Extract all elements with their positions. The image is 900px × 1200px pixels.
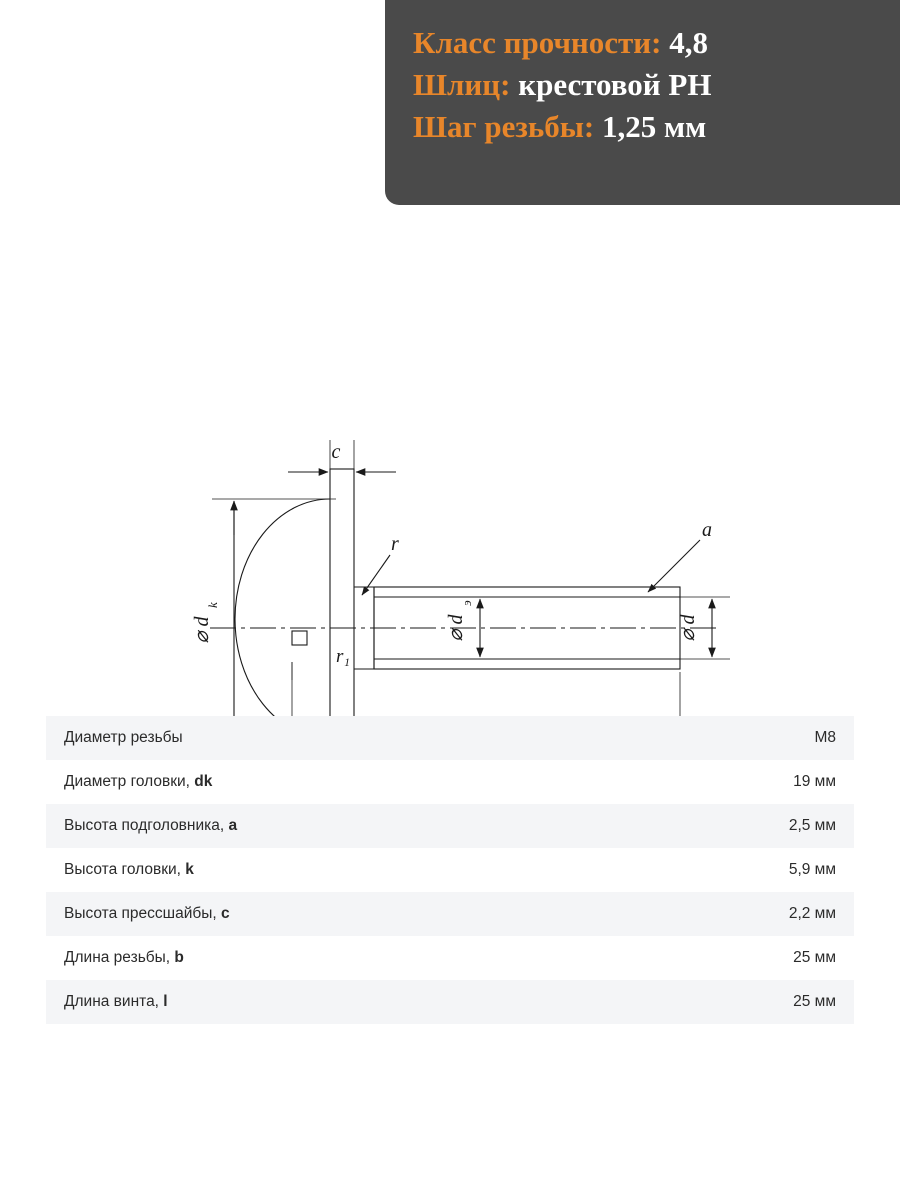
spec-label-text: Длина резьбы,: [64, 949, 175, 966]
table-row: [46, 804, 854, 848]
spec-badge: [385, 0, 900, 205]
spec-label-text: Длина винта,: [64, 993, 164, 1010]
badge-line-drive: [413, 64, 882, 106]
badge-line-strength: [413, 22, 882, 64]
spec-label-text: Диаметр головки,: [64, 773, 195, 790]
table-row: [46, 892, 854, 936]
spec-label-text: Высота головки,: [64, 861, 186, 878]
spec-value: 19 мм: [793, 773, 836, 790]
spec-label-text: Диаметр резьбы: [64, 729, 183, 746]
badge-key-strength: Класс прочности:: [413, 25, 662, 60]
spec-label: [46, 892, 658, 936]
label-r1: r₁: [336, 646, 350, 667]
table-row: [46, 936, 854, 980]
table-row: [46, 980, 854, 1024]
spec-label-text: Высота подголовника,: [64, 817, 229, 834]
label-dk: ⌀ d: [191, 616, 213, 644]
badge-key-pitch: Шаг резьбы:: [413, 109, 595, 145]
spec-label-symbol: k: [185, 861, 194, 878]
label-dk-sub: k: [205, 602, 220, 608]
label-a-top: a: [702, 519, 712, 541]
spec-label-symbol: b: [174, 949, 184, 966]
label-d: ⌀ d: [677, 614, 699, 642]
spec-label: [46, 716, 658, 760]
spec-label: [46, 804, 658, 848]
badge-value-drive: крестовой PH: [518, 67, 712, 103]
label-da-sub: э: [459, 600, 474, 606]
specifications-table: [46, 716, 854, 1024]
spec-value: 2,5 мм: [788, 817, 836, 834]
spec-label-text: Высота прессшайбы,: [64, 905, 222, 922]
drive-slot-mark: [292, 631, 307, 645]
spec-label: [46, 760, 658, 804]
label-k: k: [313, 841, 323, 863]
spec-value: 25 мм: [793, 993, 836, 1010]
table-row: [46, 848, 854, 892]
label-c: c: [331, 441, 341, 463]
spec-label: [46, 936, 658, 980]
badge-line-pitch: [413, 106, 882, 148]
spec-value: 2,2 мм: [788, 905, 836, 922]
spec-value: 25 мм: [793, 949, 836, 966]
spec-value: M8: [814, 729, 836, 746]
label-a-bottom: a: [361, 775, 371, 797]
label-r: r: [391, 533, 399, 555]
spec-value: 5,9 мм: [788, 861, 836, 878]
spec-label: [46, 980, 658, 1024]
spec-label-symbol: a: [228, 817, 238, 834]
head-dome: [235, 499, 330, 739]
label-da: ⌀ d: [445, 614, 467, 642]
badge-value-pitch: 1,25 мм: [602, 109, 707, 145]
specifications-table-body: [46, 716, 854, 1024]
spec-label-symbol: c: [221, 905, 230, 922]
badge-key-drive: Шлиц:: [413, 67, 511, 103]
spec-label: [46, 848, 658, 892]
spec-label-symbol: l: [163, 993, 168, 1010]
spec-label-symbol: dk: [194, 773, 213, 790]
badge-value-strength: 4,8: [669, 25, 708, 60]
table-row: [46, 760, 854, 804]
label-l: l: [497, 841, 503, 863]
table-row: [46, 716, 854, 760]
